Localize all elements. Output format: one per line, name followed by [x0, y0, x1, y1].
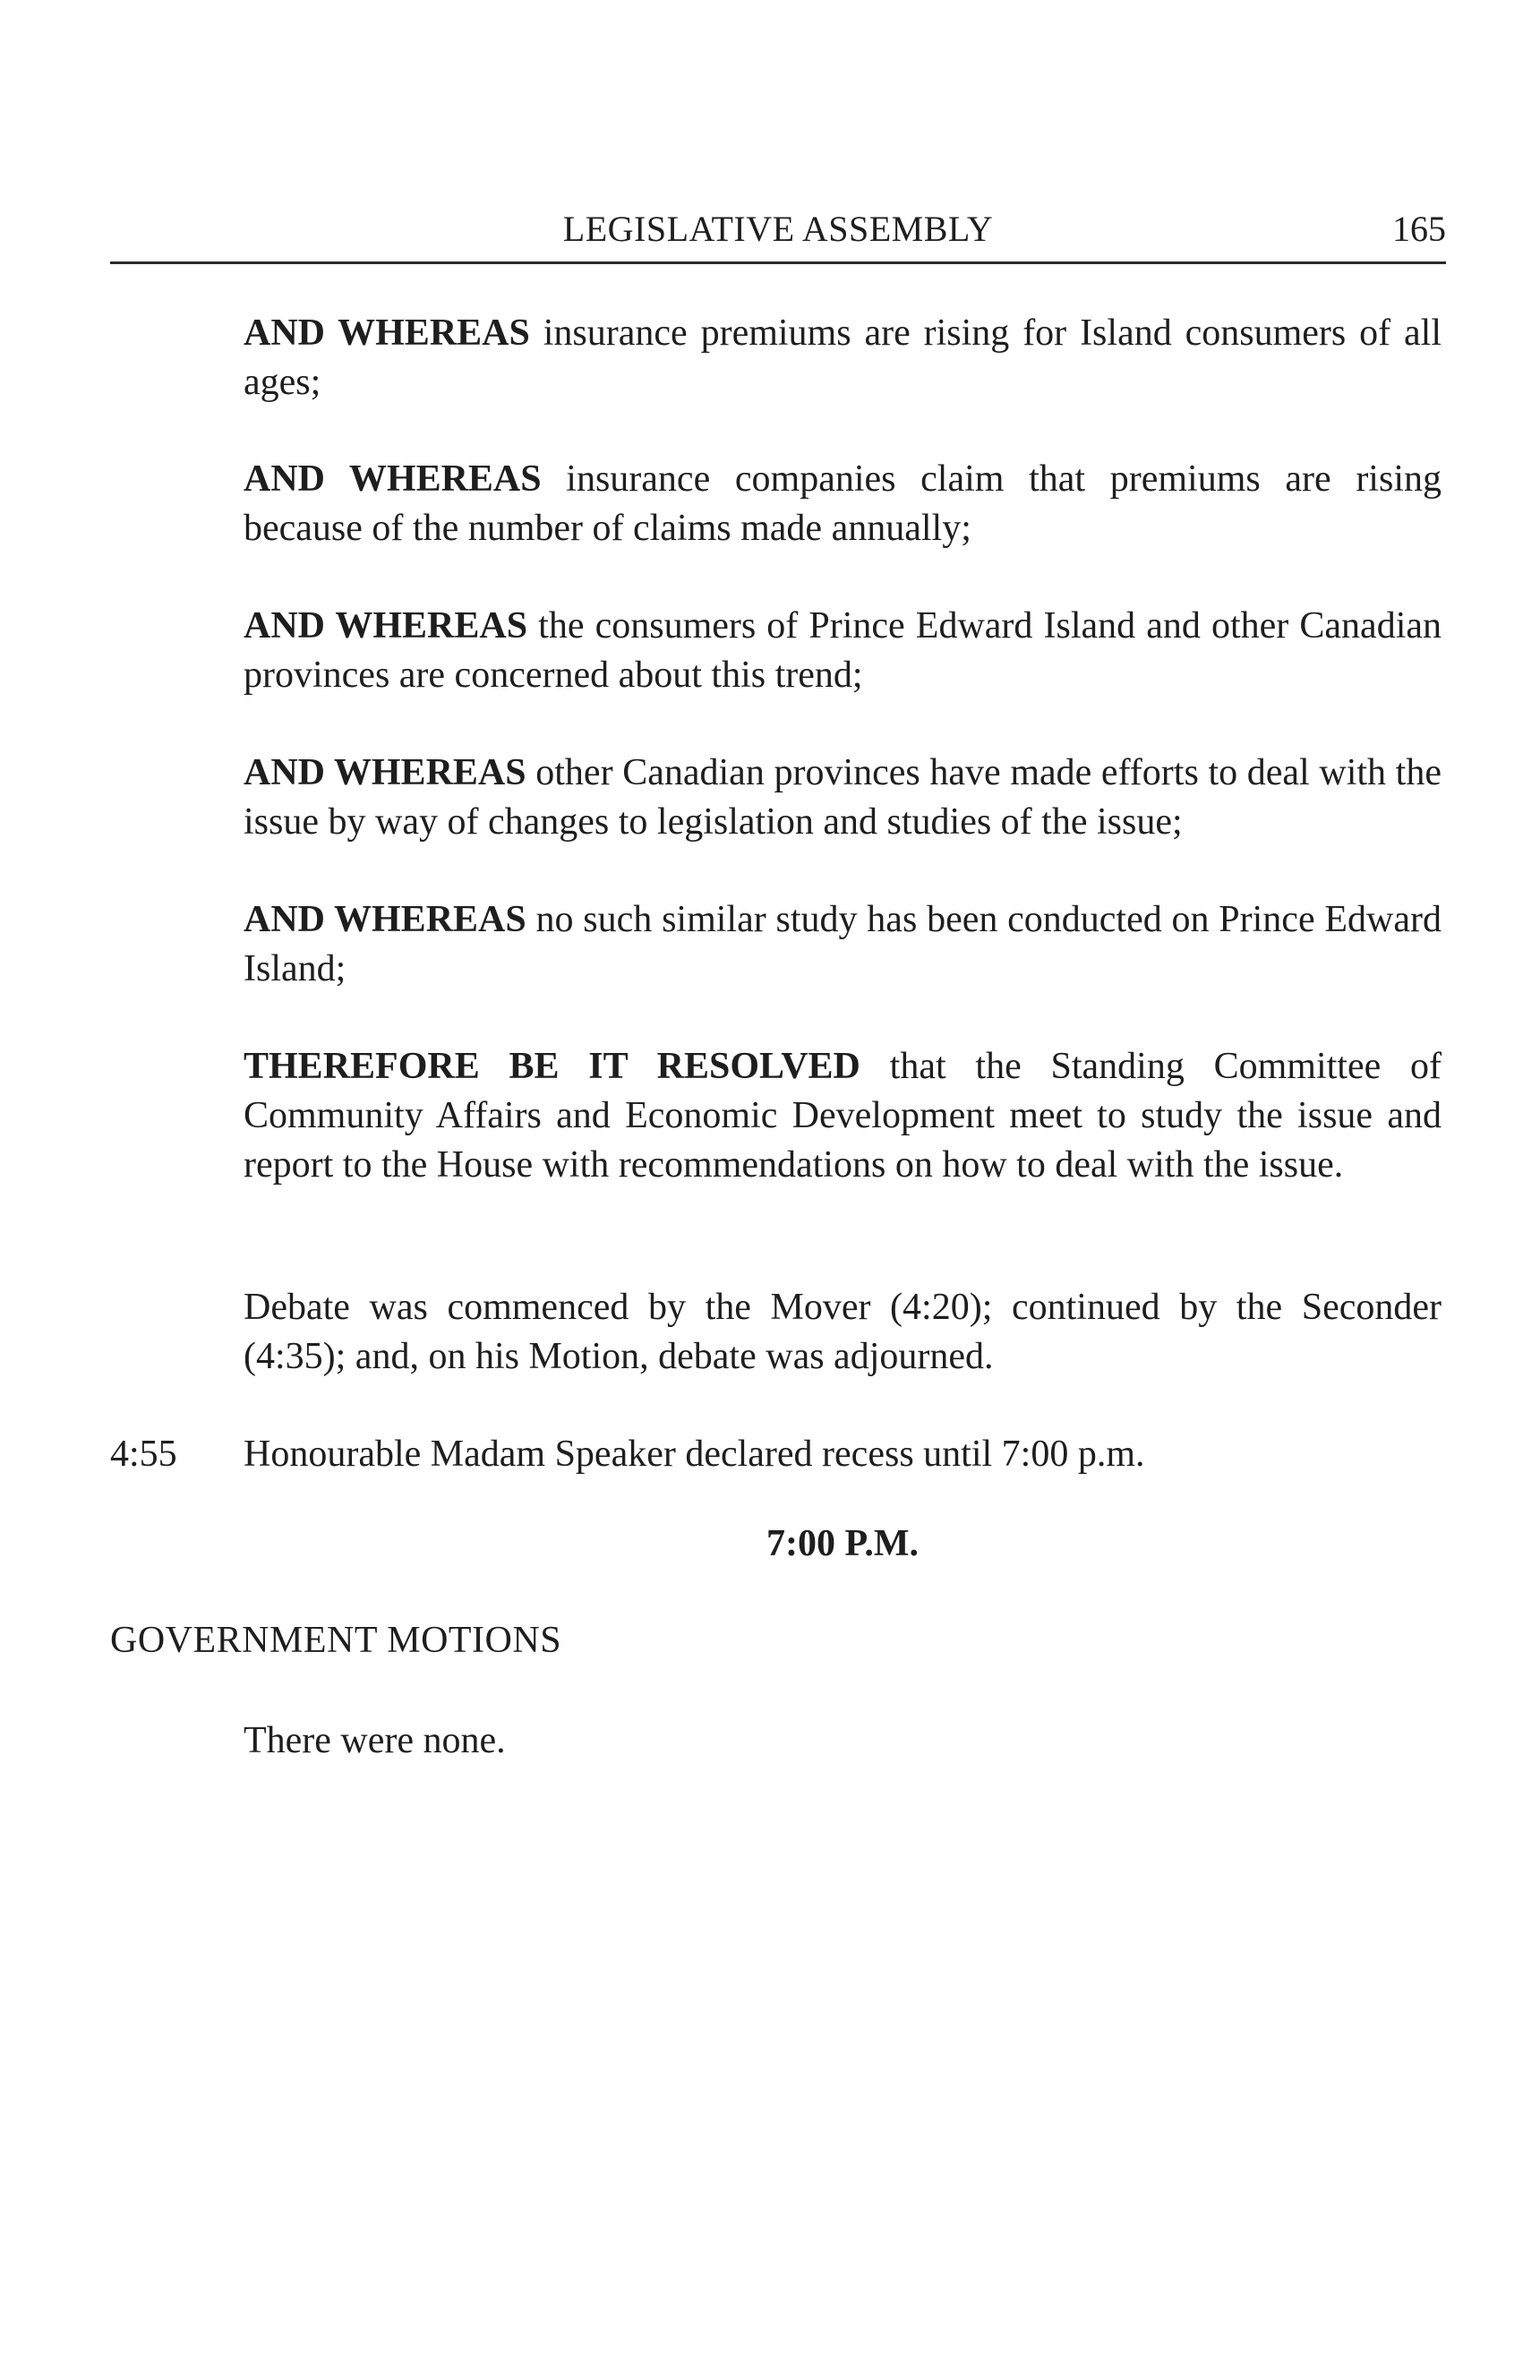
government-motions-heading: GOVERNMENT MOTIONS	[110, 1620, 562, 1661]
page-number: 165	[1392, 209, 1446, 249]
paragraph-text: insurance premiums are rising for Island consumers of all ages;	[244, 312, 1442, 403]
recess-time: 4:55	[110, 1434, 177, 1475]
recess-text: Honourable Madam Speaker declared recess until 7:00 p.m.	[244, 1434, 1145, 1475]
paragraph-text: that the Standing Committee of Community Affairs and Economic Development meet to study the issue and report to the House with recommendations on how to deal with the issue.	[244, 1046, 1442, 1186]
paragraph-lead: AND WHEREAS	[244, 605, 528, 646]
government-motions-text: There were none.	[244, 1720, 506, 1761]
paragraph-lead: AND WHEREAS	[244, 899, 526, 940]
whereas-paragraph-5	[244, 895, 1442, 994]
whereas-paragraph-2	[244, 455, 1442, 553]
evening-session-heading: 7:00 P.M.	[766, 1523, 919, 1564]
paragraph-text: other Canadian provinces have made efforts to deal with the issue by way of changes to legislation and studies of the issue;	[244, 752, 1442, 843]
paragraph-text: insurance companies claim that premiums are rising because of the number of claims made annually;	[244, 458, 1442, 549]
debate-paragraph: Debate was commenced by the Mover (4:20); continued by the Seconder (4:35); and, on his Motion, debate was adjourned.	[244, 1287, 1442, 1377]
paragraph-lead: THEREFORE BE IT RESOLVED	[244, 1046, 860, 1087]
resolution-paragraph	[244, 1042, 1442, 1190]
paragraph-lead: AND WHEREAS	[244, 752, 526, 793]
page-header	[110, 199, 1446, 264]
paragraph-text: no such similar study has been conducted on Prince Edward Island;	[244, 899, 1442, 989]
whereas-paragraph-4	[244, 749, 1442, 847]
paragraph-text: the consumers of Prince Edward Island and other Canadian provinces are concerned about this trend;	[244, 605, 1442, 696]
paragraph-lead: AND WHEREAS	[244, 458, 542, 500]
paragraph-lead: AND WHEREAS	[244, 312, 530, 354]
whereas-paragraph-3	[244, 602, 1442, 700]
whereas-paragraph-1	[244, 309, 1442, 407]
running-title: LEGISLATIVE ASSEMBLY	[562, 209, 994, 249]
